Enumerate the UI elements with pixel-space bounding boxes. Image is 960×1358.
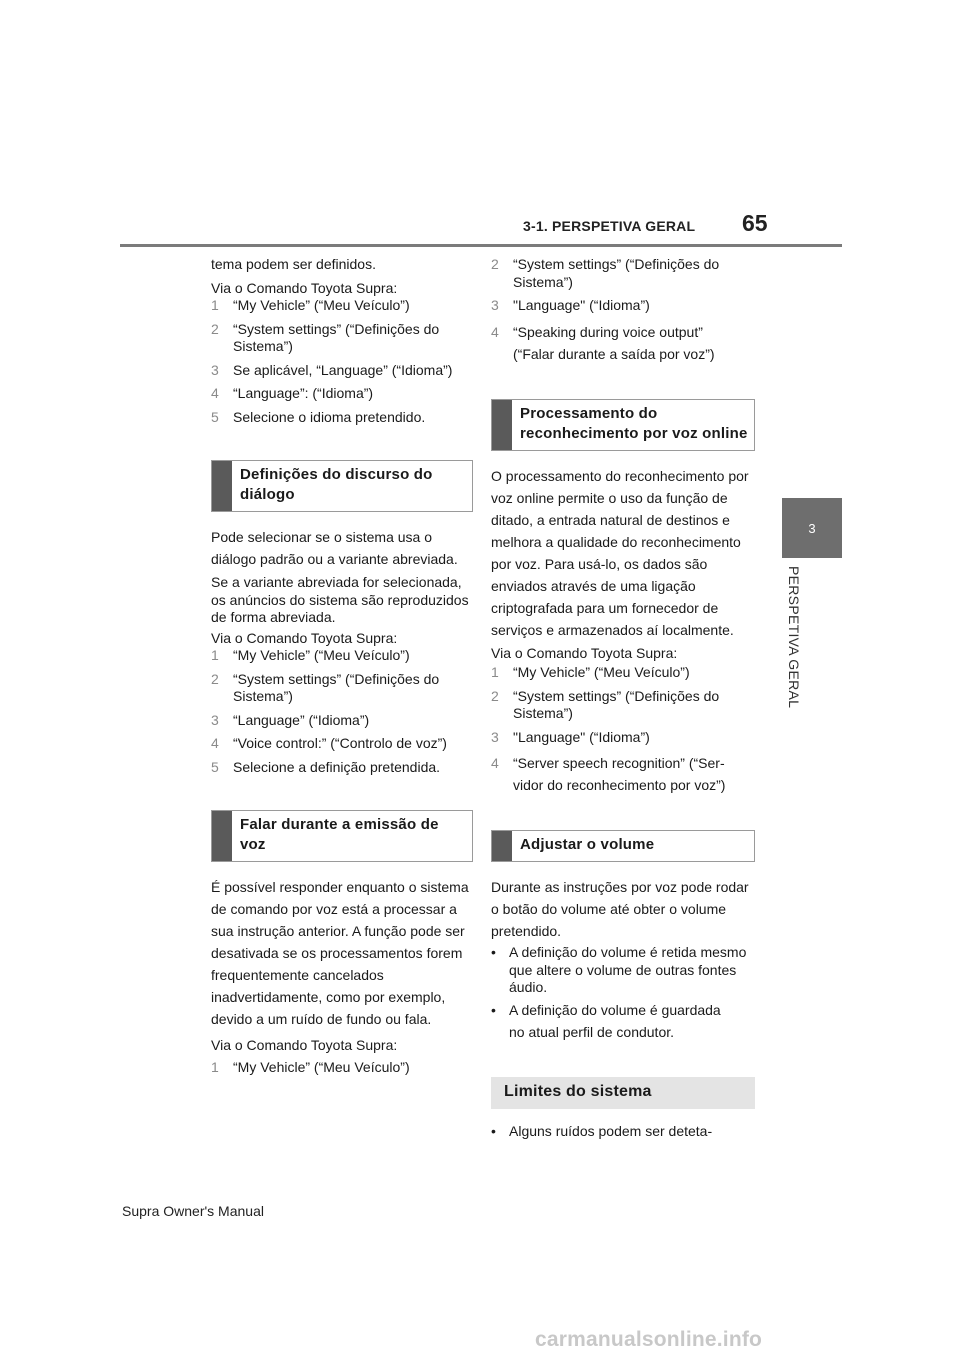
- step-item: [211, 647, 473, 665]
- step-number: 2: [211, 670, 219, 687]
- section-heading-title: Limites do sistema: [504, 1082, 652, 1100]
- step-text: “Speaking during voice output”: [513, 323, 703, 340]
- step-text: “My Vehicle” (“Meu Veículo”): [233, 1059, 410, 1075]
- step-item: [211, 1056, 473, 1078]
- step-item: [211, 671, 473, 706]
- step-number: 4: [211, 385, 219, 401]
- header-divider: [120, 244, 842, 247]
- step-number: 3: [211, 361, 219, 378]
- step-text: Selecione a definição pretendida.: [233, 758, 441, 775]
- footer-manual-title: Supra Owner's Manual: [122, 1203, 264, 1219]
- step-text: "Language" (“Idioma”): [513, 728, 650, 745]
- step-text: “My Vehicle” (“Meu Veículo”): [233, 647, 410, 663]
- step-number: 1: [211, 297, 219, 313]
- step-number: 3: [211, 711, 219, 728]
- step-number: 4: [211, 735, 219, 751]
- chapter-tab: [782, 498, 842, 558]
- section-heading-title: Processamento do reconhecimento por voz online: [520, 404, 748, 442]
- bullet-marker: •: [491, 1122, 496, 1139]
- step-text: “Language”: (“Idioma”): [233, 385, 374, 401]
- bullet-item: [491, 944, 755, 997]
- paragraph: Via o Comando Toyota Supra:: [491, 644, 678, 661]
- step-text: Selecione o idioma pretendido.: [233, 408, 426, 425]
- section-heading-bar: [212, 461, 232, 511]
- step-number: 1: [211, 1059, 219, 1075]
- step-item: [491, 297, 755, 315]
- section-heading: [491, 830, 755, 862]
- step-item: [491, 321, 755, 343]
- step-item: [211, 362, 473, 380]
- paragraph: Via o Comando Toyota Supra:: [211, 1037, 398, 1053]
- section-heading: [491, 1077, 755, 1109]
- step-text: “System settings” (“Definições do Sistema”): [513, 687, 720, 721]
- step-item: [491, 752, 755, 774]
- step-number: 5: [211, 408, 219, 425]
- step-number: 2: [211, 320, 219, 337]
- section-heading-bar: [492, 831, 512, 861]
- step-item: [491, 664, 755, 682]
- left-column: [211, 256, 473, 1078]
- step-text: “My Vehicle” (“Meu Veículo”): [233, 297, 410, 313]
- bullet-marker: •: [491, 1001, 496, 1018]
- paragraph: Pode selecionar se o sistema usa o diálogo padrão ou a variante abreviada.: [211, 529, 458, 567]
- paragraph: É possível responder enquanto o sistema de comando por voz está a processar a sua instrução anterior. A função pode ser desativada se os processamentos forem frequentemente cancelados inadvertidamente, como por exemplo, devido a um ruído de fundo ou fala.: [211, 879, 469, 1027]
- step-number: 1: [211, 647, 219, 663]
- section-heading-title: Definições do discurso do diálogo: [240, 466, 433, 503]
- section-heading: [211, 810, 473, 862]
- section-heading-title: Falar durante a emissão de voz: [240, 816, 439, 853]
- step-item: [211, 759, 473, 777]
- step-text: “System settings” (“Definições do Sistema”): [233, 670, 440, 704]
- bullet-marker: •: [491, 944, 496, 960]
- step-item: [491, 688, 755, 723]
- bullet-text: Alguns ruídos podem ser deteta-: [509, 1122, 713, 1139]
- bullet-continuation: no atual perfil de condutor.: [509, 1023, 675, 1040]
- step-item: [211, 297, 473, 315]
- bullet-item: [491, 999, 755, 1021]
- step-text: “Voice control:” (“Controlo de voz”): [233, 735, 447, 751]
- right-column: [491, 256, 755, 1142]
- step-number: 1: [491, 664, 499, 680]
- bullet-item: [491, 1123, 755, 1141]
- step-item: [211, 409, 473, 427]
- step-item: [211, 321, 473, 356]
- step-text: “My Vehicle” (“Meu Veículo”): [513, 664, 690, 680]
- section-heading-title: Adjustar o volume: [520, 836, 655, 853]
- paragraph: O processamento do reconhecimento por voz online permite o uso da função de ditado, a entrada natural de destinos e melhora a qualidade do reconhecimento por voz. Para usá-lo, os dados são enviados através de uma ligação criptografada para um fornecedor de serviços e armazenados aí localmente.: [491, 467, 749, 638]
- section-heading-bar: [492, 1078, 504, 1108]
- step-number: 5: [211, 758, 219, 775]
- paragraph: Via o Comando Toyota Supra:: [211, 629, 398, 646]
- step-text: Se aplicável, “Language” (“Idioma”): [233, 361, 453, 378]
- chapter-title-vertical: PERSPETIVA GERAL: [786, 566, 802, 709]
- header-section-title: 3-1. PERSPETIVA GERAL: [523, 218, 696, 234]
- step-number: 2: [491, 687, 499, 704]
- step-number: 2: [491, 256, 499, 272]
- step-text: “Language” (“Idioma”): [233, 711, 370, 728]
- step-continuation: (“Falar durante a saída por voz”): [513, 345, 715, 362]
- watermark: carmanualsonline.info: [535, 1328, 763, 1351]
- section-heading: [211, 460, 473, 512]
- step-item: [491, 729, 755, 747]
- step-number: 4: [491, 323, 499, 340]
- step-number: 3: [491, 728, 499, 745]
- step-text: "Language" (“Idioma”): [513, 297, 650, 313]
- step-text: “System settings” (“Definições do Sistema”): [233, 320, 440, 354]
- step-number: 3: [491, 297, 499, 313]
- paragraph: Se a variante abreviada for selecionada, os anúncios do sistema são reproduzidos de forma abreviada.: [211, 574, 469, 625]
- step-text: “System settings” (“Definições do Sistema”): [513, 256, 720, 290]
- bullet-text: A definição do volume é guardada: [509, 1001, 721, 1018]
- step-item: [211, 712, 473, 730]
- section-heading-bar: [492, 400, 512, 450]
- paragraph: Durante as instruções por voz pode rodar o botão do volume até obter o volume pretendido.: [491, 879, 749, 939]
- paragraph: Via o Comando Toyota Supra:: [211, 279, 398, 296]
- paragraph: tema podem ser definidos.: [211, 256, 376, 272]
- bullet-text: A definição do volume é retida mesmo que altere o volume de outras fontes áudio.: [509, 944, 747, 995]
- step-text: “Server speech recognition” (“Ser-: [513, 755, 725, 771]
- step-item: [211, 385, 473, 403]
- chapter-number: 3: [808, 520, 816, 536]
- section-heading: [491, 399, 755, 451]
- step-continuation: vidor do reconhecimento por voz”): [513, 777, 726, 793]
- step-number: 4: [491, 755, 499, 771]
- page-number: 65: [742, 210, 768, 236]
- step-item: [491, 256, 755, 291]
- section-heading-bar: [212, 811, 232, 861]
- step-item: [211, 735, 473, 753]
